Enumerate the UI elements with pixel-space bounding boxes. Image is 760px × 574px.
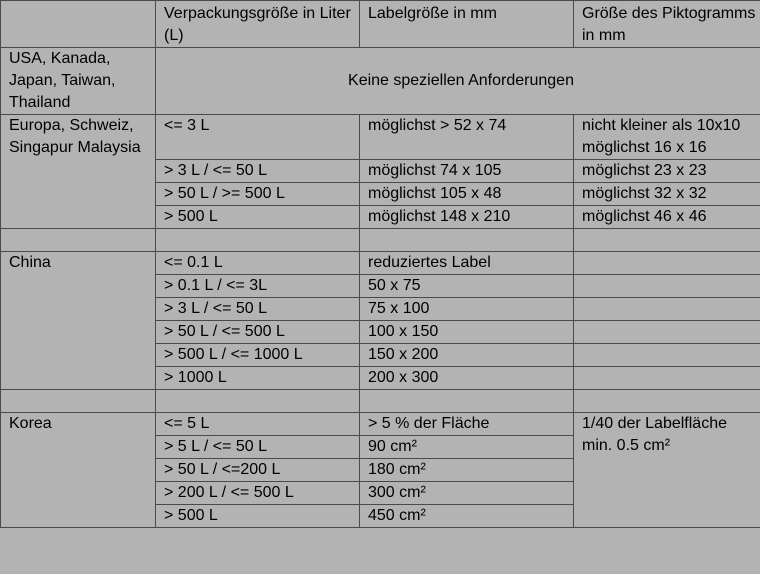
label-size-cell: 200 x 300 xyxy=(360,367,574,390)
table-row xyxy=(1,252,760,275)
empty-cell xyxy=(574,229,760,252)
empty-cell xyxy=(574,275,760,298)
label-size-cell: 50 x 75 xyxy=(360,275,574,298)
label-size-cell: 180 cm² xyxy=(360,459,574,482)
pictogram-size-cell: 1/40 der Labelfläche min. 0.5 cm² xyxy=(574,413,760,528)
package-size-cell: <= 3 L xyxy=(156,115,360,160)
label-size-cell: 450 cm² xyxy=(360,505,574,528)
region-china: China xyxy=(1,252,156,390)
package-size-cell: > 500 L / <= 1000 L xyxy=(156,344,360,367)
header-row xyxy=(1,1,760,48)
table-row xyxy=(1,48,760,115)
spacer-row xyxy=(1,229,760,252)
pictogram-size-cell: nicht kleiner als 10x10 möglichst 16 x 16 xyxy=(574,115,760,160)
label-size-cell: möglichst 105 x 48 xyxy=(360,183,574,206)
package-size-cell: > 500 L xyxy=(156,206,360,229)
package-size-cell: <= 5 L xyxy=(156,413,360,436)
region-europe: Europa, Schweiz, Singapur Malaysia xyxy=(1,115,156,229)
spacer-row xyxy=(1,390,760,413)
header-region xyxy=(1,1,156,48)
region-korea: Korea xyxy=(1,413,156,528)
label-size-cell: > 5 % der Fläche xyxy=(360,413,574,436)
label-size-cell: möglichst 74 x 105 xyxy=(360,160,574,183)
empty-cell xyxy=(360,229,574,252)
package-size-cell: > 5 L / <= 50 L xyxy=(156,436,360,459)
empty-cell xyxy=(574,321,760,344)
label-size-cell: 150 x 200 xyxy=(360,344,574,367)
label-size-cell: möglichst > 52 x 74 xyxy=(360,115,574,160)
empty-cell xyxy=(156,390,360,413)
no-requirements-note: Keine speziellen Anforderungen xyxy=(156,48,760,115)
pictogram-size-cell: möglichst 23 x 23 xyxy=(574,160,760,183)
label-size-cell: möglichst 148 x 210 xyxy=(360,206,574,229)
package-size-cell: > 0.1 L / <= 3L xyxy=(156,275,360,298)
table-row xyxy=(1,115,760,160)
label-size-cell: 100 x 150 xyxy=(360,321,574,344)
label-size-cell: 90 cm² xyxy=(360,436,574,459)
header-label-size: Labelgröße in mm xyxy=(360,1,574,48)
package-size-cell: <= 0.1 L xyxy=(156,252,360,275)
empty-cell xyxy=(360,390,574,413)
package-size-cell: > 3 L / <= 50 L xyxy=(156,298,360,321)
header-package-size: Verpackungsgröße in Liter (L) xyxy=(156,1,360,48)
pictogram-size-cell: möglichst 32 x 32 xyxy=(574,183,760,206)
package-size-cell: > 50 L / <= 500 L xyxy=(156,321,360,344)
empty-cell xyxy=(1,390,156,413)
header-pictogram-size: Größe des Piktogramms in mm xyxy=(574,1,760,48)
empty-cell xyxy=(574,367,760,390)
empty-cell xyxy=(1,229,156,252)
empty-cell xyxy=(574,344,760,367)
package-size-cell: > 50 L / <=200 L xyxy=(156,459,360,482)
package-size-cell: > 50 L / >= 500 L xyxy=(156,183,360,206)
region-usa: USA, Kanada, Japan, Taiwan, Thailand xyxy=(1,48,156,115)
table-row xyxy=(1,413,760,436)
package-size-cell: > 200 L / <= 500 L xyxy=(156,482,360,505)
package-size-cell: > 1000 L xyxy=(156,367,360,390)
empty-cell xyxy=(156,229,360,252)
empty-cell xyxy=(574,390,760,413)
pictogram-size-cell: möglichst 46 x 46 xyxy=(574,206,760,229)
empty-cell xyxy=(574,298,760,321)
label-size-cell: 75 x 100 xyxy=(360,298,574,321)
label-size-cell: 300 cm² xyxy=(360,482,574,505)
empty-cell xyxy=(574,252,760,275)
package-size-cell: > 500 L xyxy=(156,505,360,528)
label-size-cell: reduziertes Label xyxy=(360,252,574,275)
package-size-cell: > 3 L / <= 50 L xyxy=(156,160,360,183)
